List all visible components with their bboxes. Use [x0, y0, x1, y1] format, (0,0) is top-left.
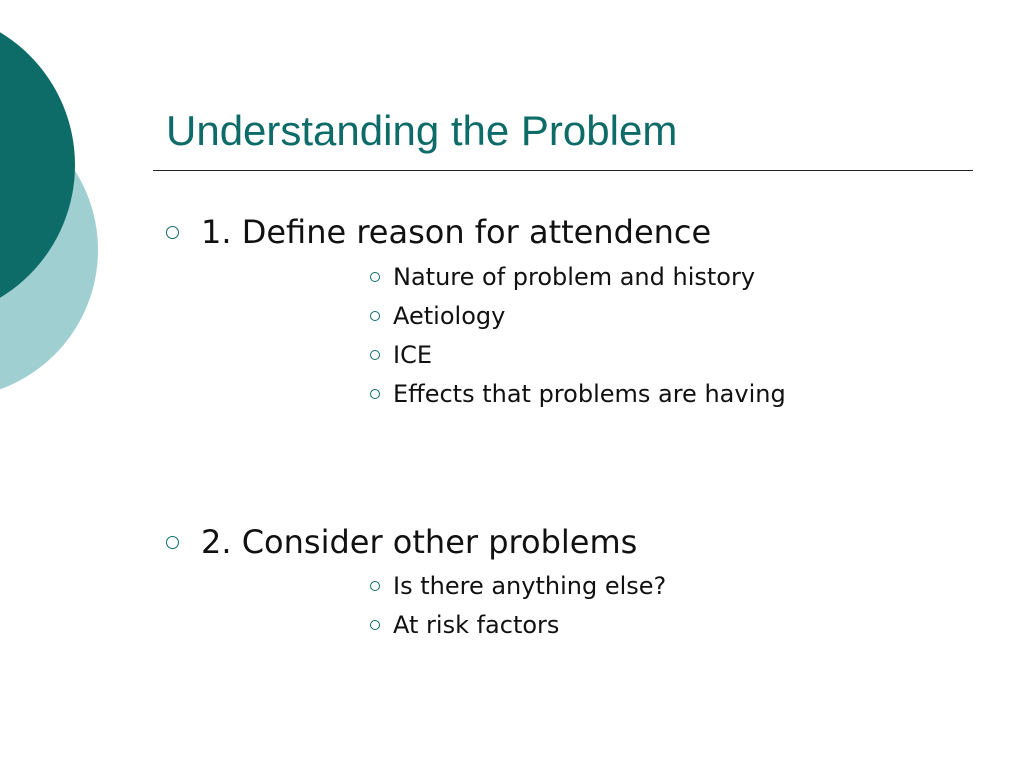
- slide-title: Understanding the Problem: [166, 107, 678, 154]
- sub-bullet-text: At risk factors: [393, 610, 560, 639]
- hollow-circle-bullet-icon: [370, 389, 380, 399]
- decorative-circles: [0, 0, 110, 420]
- bullet-item-define-reason: [166, 212, 711, 252]
- sub-bullet-item: [370, 605, 666, 644]
- sub-bullet-text: Aetiology: [393, 301, 506, 330]
- sub-bullet-item: [370, 296, 786, 335]
- hollow-circle-bullet-icon: [370, 311, 380, 321]
- sub-bullet-text: Is there anything else?: [393, 571, 667, 600]
- sub-bullet-text: Effects that problems are having: [393, 379, 786, 408]
- sub-bullet-item: [370, 566, 666, 605]
- title-divider: [153, 170, 973, 171]
- bullet-item-consider-other: [166, 522, 637, 562]
- hollow-circle-bullet-icon: [370, 620, 380, 630]
- hollow-circle-bullet-icon: [166, 226, 179, 239]
- sub-bullet-item: [370, 335, 786, 374]
- sub-bullet-item: [370, 374, 786, 413]
- hollow-circle-bullet-icon: [166, 536, 179, 549]
- sub-bullet-list-define-reason: [370, 257, 786, 413]
- sub-bullet-text: ICE: [393, 340, 432, 369]
- hollow-circle-bullet-icon: [370, 581, 380, 591]
- sub-bullet-item: [370, 257, 786, 296]
- bullet-text: 2. Consider other problems: [201, 523, 638, 561]
- bullet-text: 1. Define reason for attendence: [201, 213, 712, 251]
- sub-bullet-text: Nature of problem and history: [393, 262, 756, 291]
- hollow-circle-bullet-icon: [370, 350, 380, 360]
- sub-bullet-list-consider-other: [370, 566, 666, 644]
- hollow-circle-bullet-icon: [370, 272, 380, 282]
